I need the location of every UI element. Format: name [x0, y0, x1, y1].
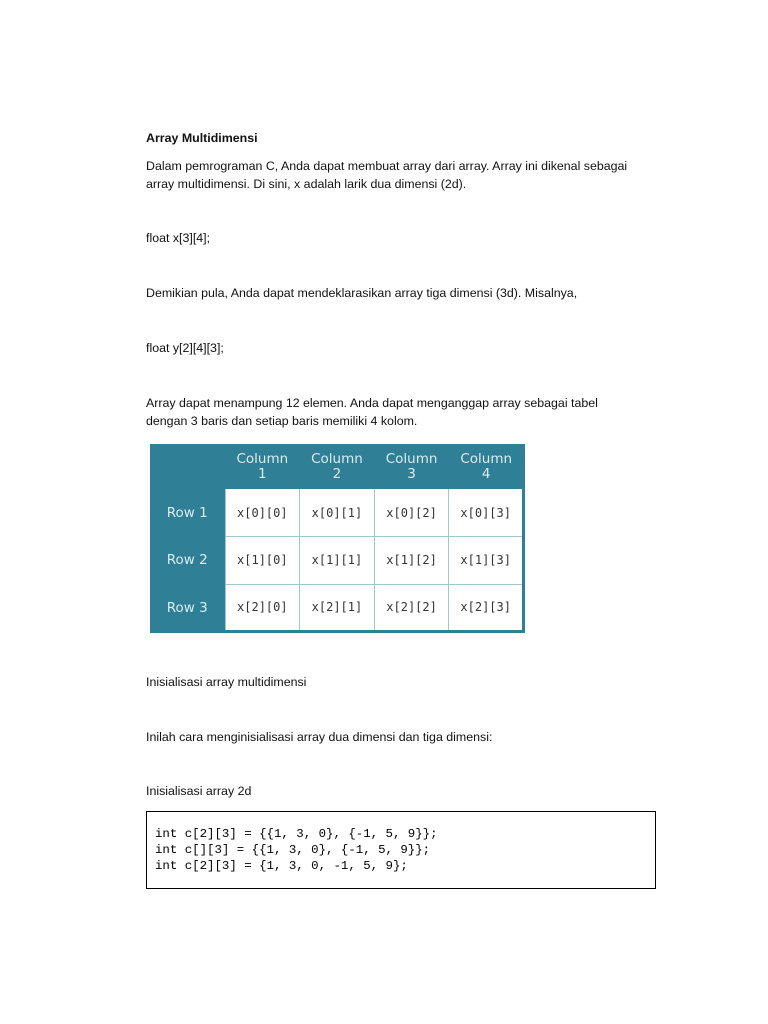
table-cell: x[2][0]: [225, 584, 300, 632]
column-header-1: Column 1: [236, 450, 289, 482]
table-row: [150, 584, 524, 632]
table-cell: x[1][3]: [449, 537, 524, 585]
table-description-line-1: Array dapat menampung 12 elemen. Anda dapat menganggap array sebagai tabel: [146, 396, 598, 410]
code-line-2: int c[][3] = {{1, 3, 0}, {-1, 5, 9}};: [155, 843, 431, 857]
table-cell: x[1][0]: [225, 537, 300, 585]
table-cell: x[0][1]: [300, 489, 375, 537]
section-heading: Array Multidimensi: [146, 131, 258, 145]
init-paragraph: Inilah cara menginisialisasi array dua dimensi dan tiga dimensi:: [146, 730, 493, 744]
code-line-3: int c[2][3] = {1, 3, 0, -1, 5, 9};: [155, 859, 408, 873]
array-index-table: [150, 444, 525, 633]
column-header-3: Column 3: [385, 450, 438, 482]
row-header-1: Row 1: [166, 504, 208, 521]
code-3d-declaration: float y[2][4][3];: [146, 341, 224, 355]
column-header-4: Column 4: [460, 450, 513, 482]
row-header-3: Row 3: [166, 599, 208, 616]
row-header-2: Row 2: [166, 552, 208, 569]
table-header-row: [150, 444, 524, 489]
table-cell: x[1][2]: [374, 537, 449, 585]
paragraph-3d: Demikian pula, Anda dapat mendeklarasikan array tiga dimensi (3d). Misalnya,: [146, 286, 578, 300]
table-row: [150, 537, 524, 585]
table-cell: x[2][1]: [300, 584, 375, 632]
table-row: [150, 489, 524, 537]
table-cell: x[0][0]: [225, 489, 300, 537]
table-corner-cell: [150, 444, 225, 489]
intro-paragraph-line-2: array multidimensi. Di sini, x adalah larik dua dimensi (2d).: [146, 177, 467, 191]
init-2d-heading: Inisialisasi array 2d: [146, 784, 252, 798]
code-block: [146, 811, 656, 889]
init-heading: Inisialisasi array multidimensi: [146, 675, 307, 689]
table-cell: x[1][1]: [300, 537, 375, 585]
table-cell: x[0][2]: [374, 489, 449, 537]
table-cell: x[2][2]: [374, 584, 449, 632]
table-cell: x[2][3]: [449, 584, 524, 632]
intro-paragraph-line-1: Dalam pemrograman C, Anda dapat membuat array dari array. Array ini dikenal sebagai: [146, 159, 628, 173]
code-2d-declaration: float x[3][4];: [146, 231, 211, 245]
table-cell: x[0][3]: [449, 489, 524, 537]
table-description-line-2: dengan 3 baris dan setiap baris memiliki 4 kolom.: [146, 414, 418, 428]
code-line-1: int c[2][3] = {{1, 3, 0}, {-1, 5, 9}};: [155, 827, 438, 841]
column-header-2: Column 2: [311, 450, 363, 482]
